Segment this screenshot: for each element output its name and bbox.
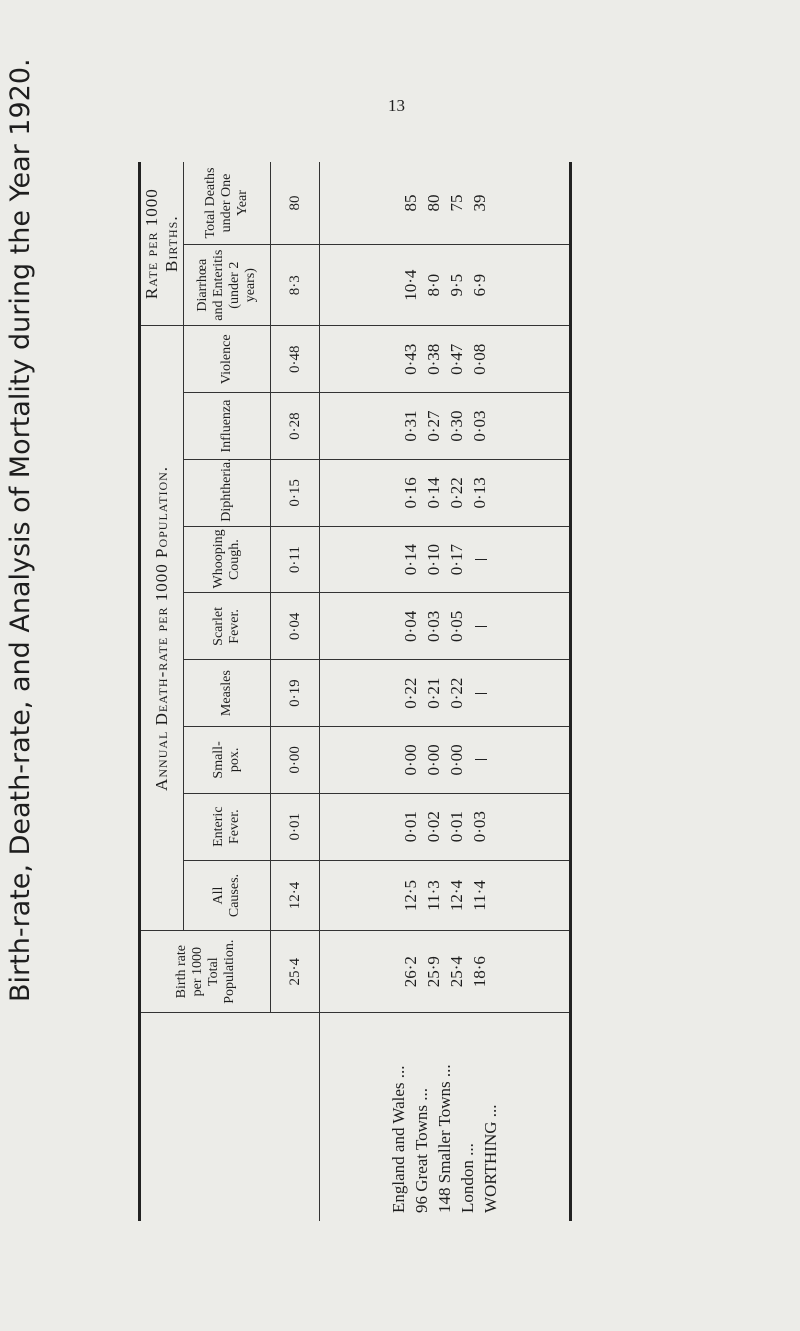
cell: 25·9 xyxy=(423,956,443,988)
cell: 0·08 xyxy=(469,343,489,375)
cell: 10·4 xyxy=(400,269,420,301)
annual-death-rate-header: Annual Death-rate per 1000 Population. xyxy=(140,326,184,931)
page-title: Birth-rate, Death-rate, and Analysis of Mortality during the Year 1920. xyxy=(5,58,36,1002)
cell: 39 xyxy=(469,194,489,212)
ref-cell: 0·00 xyxy=(271,727,320,794)
area-header xyxy=(140,1012,271,1221)
col-infant-deaths: Total Deaths under One Year xyxy=(184,162,271,245)
page-number: 13 xyxy=(388,96,405,115)
ref-cell: 0·15 xyxy=(271,459,320,526)
diarrhoea-values xyxy=(320,245,571,326)
measles-values xyxy=(320,660,571,727)
stroke-mark xyxy=(468,531,491,589)
col-diphtheria: Diphtheria. xyxy=(184,459,271,526)
cell: 0·22 xyxy=(446,677,466,709)
violence-values xyxy=(320,326,571,393)
ref-cell: 0·11 xyxy=(271,526,320,593)
cell: 0·01 xyxy=(400,811,420,843)
cell: 0·27 xyxy=(423,410,443,442)
birth-rate-header: Birth rate per 1000 Total Population. xyxy=(140,931,271,1012)
rate-per-births-header: Rate per 1000 Births. xyxy=(140,162,184,326)
ref-cell: 0·19 xyxy=(271,660,320,727)
cell: 8·0 xyxy=(423,273,443,297)
cell: 75 xyxy=(446,194,466,212)
cell: 0·00 xyxy=(446,744,466,776)
cell: 0·01 xyxy=(446,811,466,843)
area-label: England and Wales ... xyxy=(389,1065,408,1213)
col-measles: Measles xyxy=(184,660,271,727)
cell: 0·02 xyxy=(423,811,443,843)
cell: 0·04 xyxy=(400,610,420,642)
cell: 0·00 xyxy=(400,744,420,776)
cell: 0·22 xyxy=(400,677,420,709)
col-all-causes: All Causes. xyxy=(184,860,271,931)
cell: 0·22 xyxy=(446,477,466,509)
cell: 85 xyxy=(400,194,420,212)
smallpox-values xyxy=(320,727,571,794)
col-diarrhoea: Diarrhœa and Enteritis (under 2 years) xyxy=(184,245,271,326)
ref-cell: 80 xyxy=(271,162,320,245)
ref-cell: 0·48 xyxy=(271,326,320,393)
cell: 0·43 xyxy=(400,343,420,375)
ref-cell: 25·4 xyxy=(271,931,320,1012)
area-label: WORTHING ... xyxy=(481,1104,500,1213)
all-causes-values xyxy=(320,860,571,931)
mortality-table xyxy=(138,162,572,1221)
cell: 80 xyxy=(423,194,443,212)
ref-cell: 0·01 xyxy=(271,793,320,860)
ref-cell: 0·28 xyxy=(271,393,320,460)
cell: 0·38 xyxy=(423,343,443,375)
stroke-mark xyxy=(468,598,491,656)
col-scarlet-fever: Scarlet Fever. xyxy=(184,593,271,660)
reference-label xyxy=(271,1012,320,1221)
cell: 0·47 xyxy=(446,343,466,375)
ref-cell: 12·4 xyxy=(271,860,320,931)
birth-rate-values xyxy=(320,931,571,1012)
cell: 12·5 xyxy=(400,879,420,912)
cell: 0·05 xyxy=(446,610,466,642)
cell: 11·3 xyxy=(423,880,443,911)
cell: 11·4 xyxy=(469,880,489,911)
mortality-table-frame xyxy=(138,162,572,1221)
influenza-values xyxy=(320,393,571,460)
stroke-mark xyxy=(468,731,491,789)
whooping-cough-values xyxy=(320,526,571,593)
cell: 0·14 xyxy=(423,477,443,509)
cell: 0·17 xyxy=(446,544,466,576)
scarlet-fever-values xyxy=(320,593,571,660)
area-label: 148 Smaller Towns ... xyxy=(435,1064,454,1213)
cell: 18·6 xyxy=(469,956,489,988)
cell: 0·03 xyxy=(423,610,443,642)
cell: 6·9 xyxy=(469,273,489,297)
cell: 0·10 xyxy=(423,544,443,576)
ref-cell: 8·3 xyxy=(271,245,320,326)
data-rows xyxy=(320,162,571,1221)
col-violence: Violence xyxy=(184,326,271,393)
col-small-pox: Small-pox. xyxy=(184,727,271,794)
cell: 9·5 xyxy=(446,273,466,297)
enteric-values xyxy=(320,793,571,860)
ref-cell: 0·04 xyxy=(271,593,320,660)
cell: 0·30 xyxy=(446,410,466,442)
area-names xyxy=(320,1012,571,1221)
infant-deaths-values xyxy=(320,162,571,245)
cell: 12·4 xyxy=(446,879,466,912)
cell: 0·03 xyxy=(469,811,489,843)
cell: 0·03 xyxy=(469,410,489,442)
area-label: 96 Great Towns ... xyxy=(412,1087,431,1213)
col-influenza: Influenza xyxy=(184,393,271,460)
stroke-mark xyxy=(468,664,491,722)
area-label: London ... xyxy=(458,1143,477,1213)
reference-row xyxy=(271,162,320,1221)
cell: 0·31 xyxy=(400,410,420,442)
cell: 0·00 xyxy=(423,744,443,776)
col-whooping-cough: Whooping Cough. xyxy=(184,526,271,593)
cell: 26·2 xyxy=(400,956,420,988)
cell: 0·16 xyxy=(400,477,420,509)
col-enteric-fever: Enteric Fever. xyxy=(184,793,271,860)
cell: 25·4 xyxy=(446,956,466,988)
cell: 0·13 xyxy=(469,477,489,509)
cell: 0·21 xyxy=(423,677,443,709)
cell: 0·14 xyxy=(400,544,420,576)
diphtheria-values xyxy=(320,459,571,526)
